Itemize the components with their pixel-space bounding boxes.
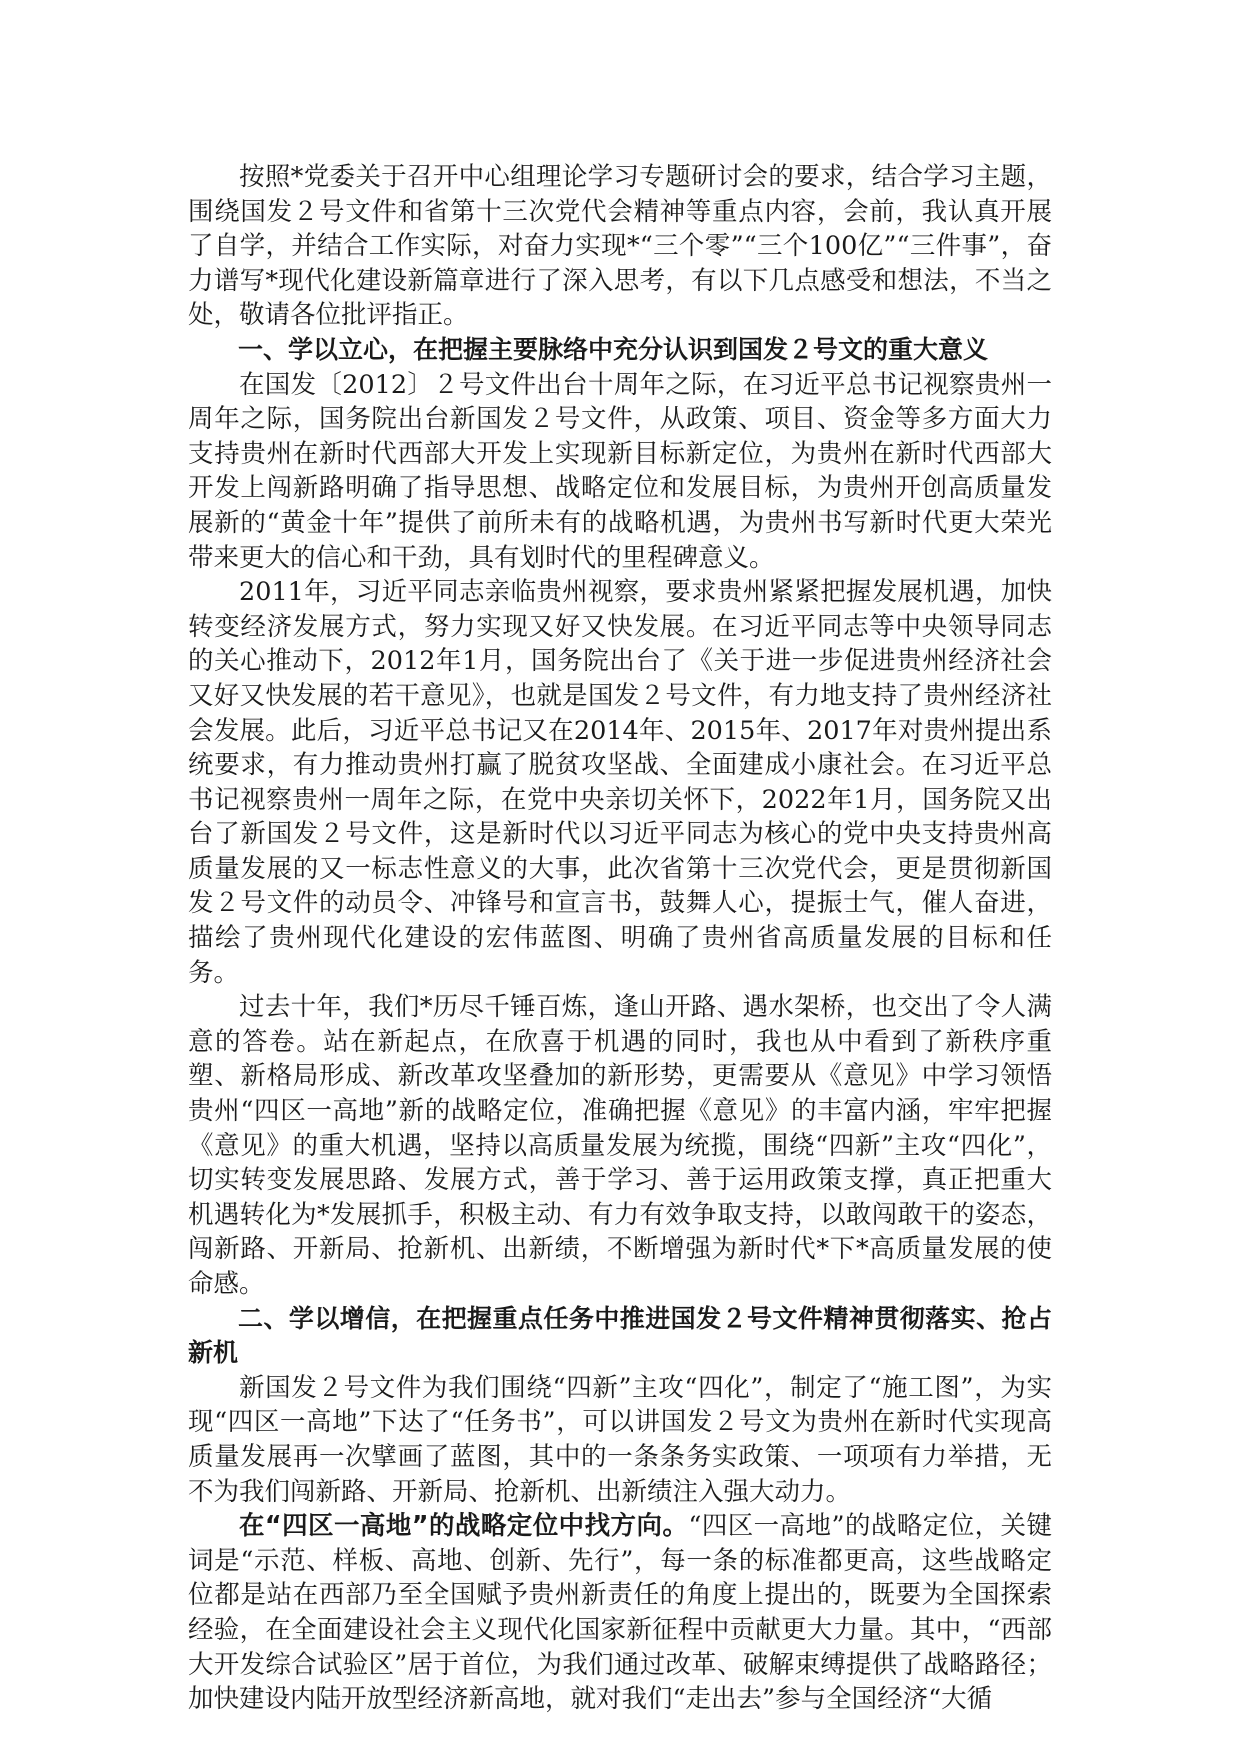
section1-paragraph-2: 2011年，习近平同志亲临贵州视察，要求贵州紧紧把握发展机遇，加快转变经济发展方式，努力实现又好又快发展。在习近平同志等中央领导同志的关心推动下，2012年1月，国务院出台了《关于进一步促进贵州经济社会又好又快发展的若干意见》，也就是国发２号文件，有力地支持了贵州经济社会发展。此后，习近平总书记又在2014年、2015年、2017年对贵州提出系统要求，有力推动贵州打赢了脱贫攻坚战、全面建成小康社会。在习近平总书记视察贵州一周年之际，在党中央亲切关怀下，2022年1月，国务院又出台了新国发２号文件，这是新时代以习近平同志为核心的党中央支持贵州高质量发展的又一标志性意义的大事，此次省第十三次党代会，更是贯彻新国发２号文件的动员令、冲锋号和宣言书，鼓舞人心，提振士气，催人奋进，描绘了贵州现代化建设的宏伟蓝图、明确了贵州省高质量发展的目标和任务。 — [188, 577, 1052, 988]
subsection-body: “四区一高地”的战略定位，关键词是“示范、样板、高地、创新、先行”，每一条的标准都更高，这些战略定位都是站在西部乃至全国赋予贵州新责任的角度上提出的，既要为全国探索经验，在全面建设社会主义现代化国家新征程中贡献更大力量。其中，“西部大开发综合试验区”居于首位，为我们通过改革、破解束缚提供了战略路径；加快建设内陆开放型经济新高地，就对我们“走出去”参与全国经济“大循 — [188, 1511, 1052, 1715]
section1-paragraph-1: 在国发〔2012〕２号文件出台十周年之际，在习近平总书记视察贵州一周年之际，国务院出台新国发２号文件，从政策、项目、资金等多方面大力支持贵州在新时代西部大开发上实现新目标新定位，为贵州在新时代西部大开发上闯新路明确了指导思想、战略定位和发展目标，为贵州开创高质量发展新的“黄金十年”提供了前所未有的战略机遇，为贵州书写新时代更大荣光带来更大的信心和干劲，具有划时代的里程碑意义。 — [188, 369, 1052, 573]
section2-paragraph-2 — [188, 1509, 1052, 1717]
intro-paragraph: 按照*党委关于召开中心组理论学习专题研讨会的要求，结合学习主题，围绕国发２号文件和省第十三次党代会精神等重点内容，会前，我认真开展了自学，并结合工作实际，对奋力实现*“三个零”“三个100亿”“三件事”，奋力谱写*现代化建设新篇章进行了深入思考，有以下几点感受和想法，不当之处，敬请各位批评指正。 — [188, 162, 1052, 331]
section-heading-2: 二、学以增信，在把握重点任务中推进国发２号文件精神贯彻落实、抢占新机 — [188, 1303, 1052, 1368]
section-heading-1: 一、学以立心，在把握主要脉络中充分认识到国发２号文的重大意义 — [238, 334, 989, 364]
document-page — [188, 160, 1052, 1717]
section2-paragraph-1: 新国发２号文件为我们围绕“四新”主攻“四化”，制定了“施工图”，为实现“四区一高地”下达了“任务书”，可以讲国发２号文为贵州在新时代实现高质量发展再一次擘画了蓝图，其中的一条条务实政策、一项项有力举措，无不为我们闯新路、开新局、抢新机、出新绩注入强大动力。 — [188, 1372, 1052, 1507]
section1-paragraph-3: 过去十年，我们*历尽千锤百炼，逢山开路、遇水架桥，也交出了令人满意的答卷。站在新起点，在欣喜于机遇的同时，我也从中看到了新秩序重塑、新格局形成、新改革攻坚叠加的新形势，更需要从《意见》中学习领悟贵州“四区一高地”新的战略定位，准确把握《意见》的丰富内涵，牢牢把握《意见》的重大机遇，坚持以高质量发展为统揽，围绕“四新”主攻“四化”，切实转变发展思路、发展方式，善于学习、善于运用政策支撑，真正把重大机遇转化为*发展抓手，积极主动、有力有效争取支持，以敢闯敢干的姿态，闯新路、开新局、抢新机、出新绩，不断增强为新时代*下*高质量发展的使命感。 — [188, 992, 1052, 1299]
subsection-lead: 在“四区一高地”的战略定位中找方向。 — [239, 1511, 689, 1542]
